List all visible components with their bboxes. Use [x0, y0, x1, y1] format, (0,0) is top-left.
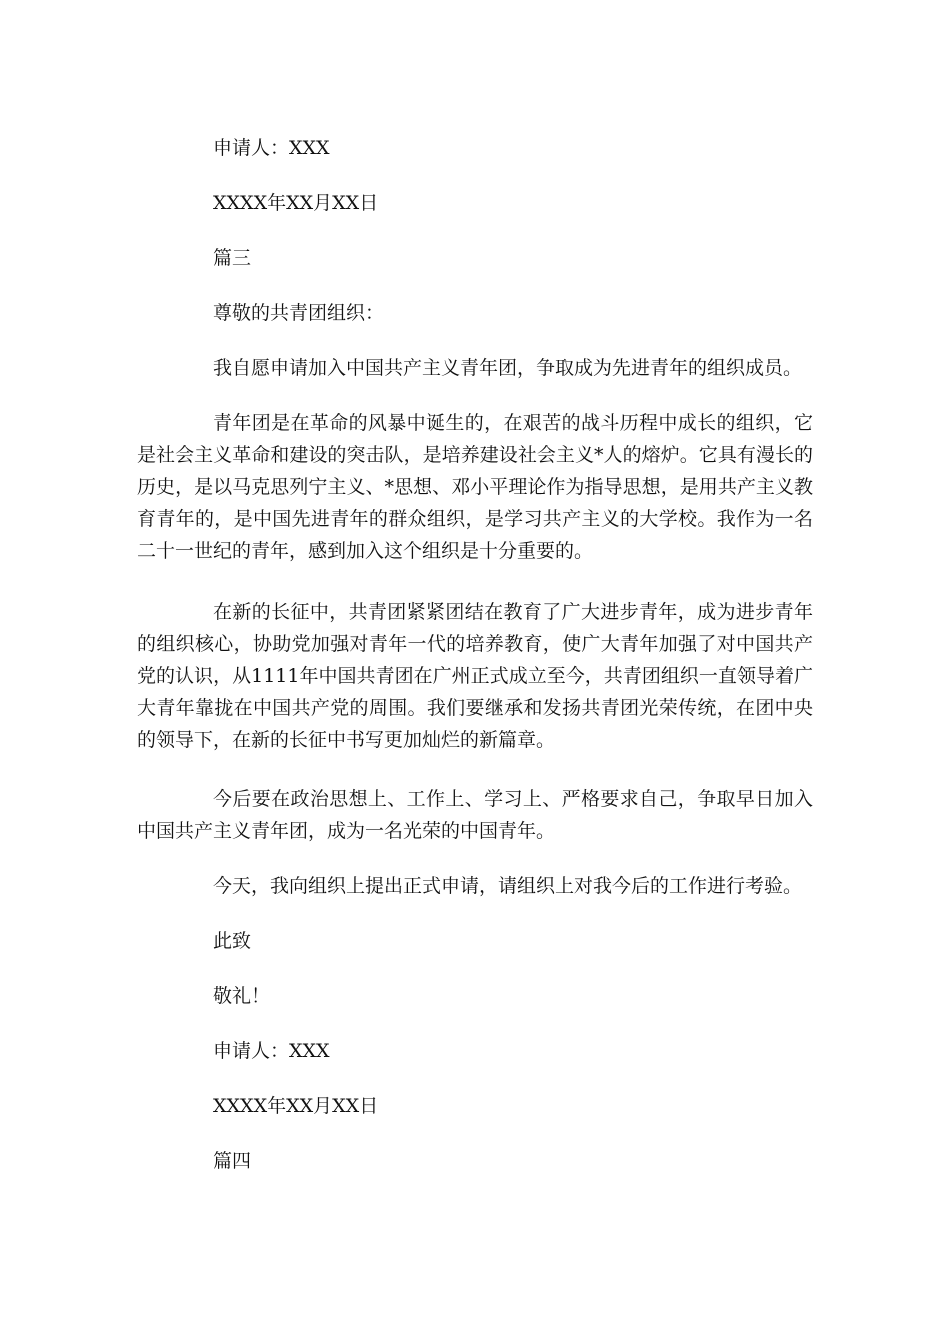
paragraph-history: 青年团是在革命的风暴中诞生的，在艰苦的战斗历程中成长的组织，它是社会主义革命和建设的突击队，是培养建设社会主义*人的熔炉。它具有漫长的历史，是以马克思列宁主义、*思想、邓小平理论作为指导思想，是用共产主义教育青年的，是中国先进青年的群众组织，是学习共产主义的大学校。我作为一名二十一世纪的青年，感到加入这个组织是十分重要的。 [137, 412, 813, 562]
applicant-signature-bottom: 申请人：XXX [213, 1040, 330, 1062]
applicant-signature-top: 申请人：XXX [213, 137, 330, 159]
paragraph-intent: 我自愿申请加入中国共产主义青年团，争取成为先进青年的组织成员。 [213, 357, 803, 379]
date-top: XXXX年XX月XX日 [213, 192, 379, 214]
paragraph-long-march: 在新的长征中，共青团紧紧团结在教育了广大进步青年，成为进步青年的组织核心，协助党加强对青年一代的培养教育，使广大青年加强了对中国共产党的认识，从1111年中国共青团在广州正式成立至今，共青团组织一直领导着广大青年靠拢在中国共产党的周围。我们要继承和发扬共青团光荣传统，在团中央的领导下，在新的长征中书写更加灿烂的新篇章。 [137, 601, 813, 751]
section-heading-three: 篇三 [213, 247, 252, 269]
date-bottom: XXXX年XX月XX日 [213, 1095, 379, 1117]
paragraph-commitment: 今后要在政治思想上、工作上、学习上、严格要求自己，争取早日加入中国共产主义青年团，成为一名光荣的中国青年。 [137, 788, 813, 842]
closing-jingli: 敬礼！ [213, 985, 271, 1007]
section-heading-four: 篇四 [213, 1150, 252, 1172]
salutation: 尊敬的共青团组织： [213, 302, 385, 324]
closing-cizhi: 此致 [213, 930, 252, 952]
paragraph-request: 今天，我向组织上提出正式申请，请组织上对我今后的工作进行考验。 [213, 875, 803, 897]
